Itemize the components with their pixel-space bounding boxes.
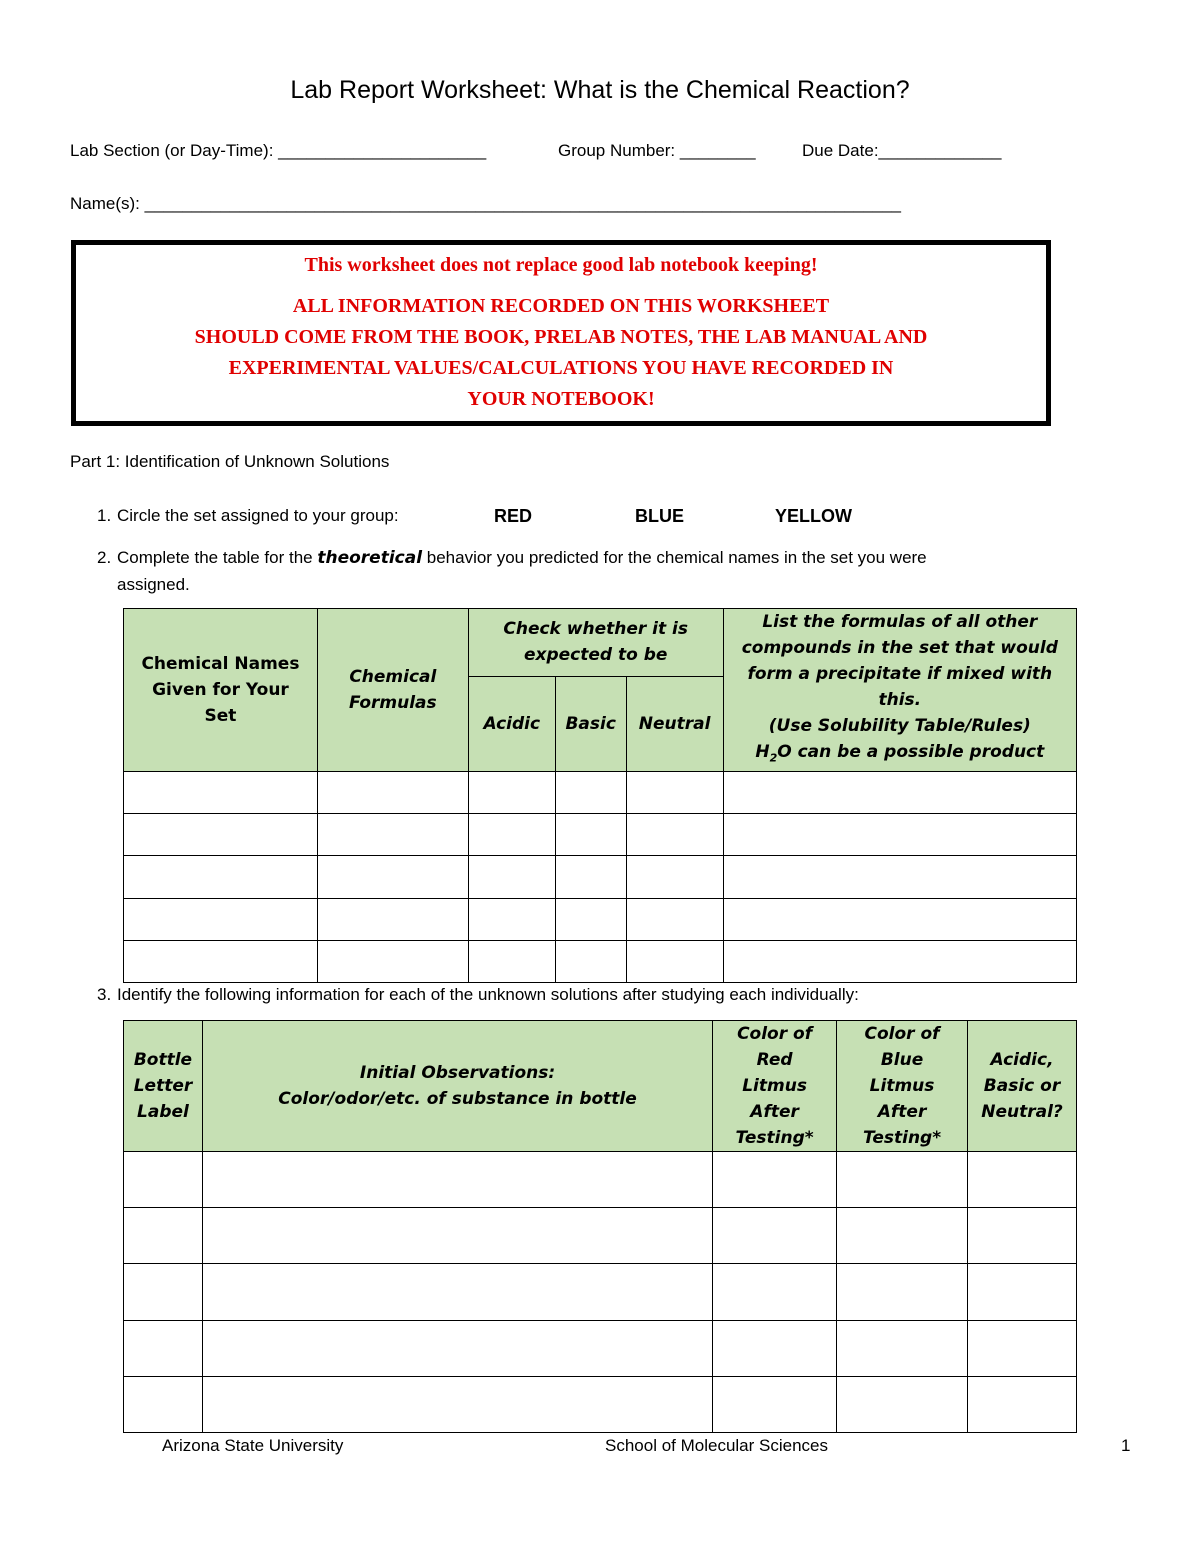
table-cell[interactable] (317, 772, 468, 814)
table-cell[interactable] (968, 1264, 1077, 1321)
table-cell[interactable] (968, 1321, 1077, 1377)
table-cell[interactable] (713, 1152, 837, 1208)
table-cell[interactable] (968, 1208, 1077, 1264)
table-cell[interactable] (555, 899, 626, 941)
table-cell[interactable] (202, 1152, 712, 1208)
col-header-precipitate-list: List the formulas of all other compounds in the set that would form a precipitate if mixed with this. (Use Solubility Table/Rules) $H_2O$ can be a possible product (723, 609, 1076, 772)
table-row (124, 1264, 1077, 1321)
table-cell[interactable] (202, 1321, 712, 1377)
table-row (124, 772, 1077, 814)
table-cell[interactable] (555, 814, 626, 856)
table-cell[interactable] (124, 1152, 203, 1208)
option-yellow[interactable]: YELLOW (775, 506, 852, 526)
notice-line-5: YOUR NOTEBOOK! (467, 388, 655, 410)
table-cell[interactable] (713, 1208, 837, 1264)
table-cell[interactable] (626, 941, 723, 983)
table-cell[interactable] (317, 856, 468, 899)
table-cell[interactable] (124, 772, 318, 814)
question-2-number: 2. (97, 548, 112, 567)
page-title: Lab Report Worksheet: What is the Chemical Reaction? (290, 76, 910, 104)
question-2-text-c: assigned. (117, 575, 190, 594)
table-cell[interactable] (626, 772, 723, 814)
table-row (124, 1377, 1077, 1433)
table-row (124, 1321, 1077, 1377)
table-row (124, 1152, 1077, 1208)
table-cell[interactable] (468, 772, 555, 814)
col-header-check-expected: Check whether it is expected to be (468, 609, 723, 677)
question-2-text-b: behavior you predicted for the chemical names in the set you were (422, 548, 927, 567)
table-cell[interactable] (626, 814, 723, 856)
footer-page-number: 1 (1121, 1436, 1131, 1455)
table-cell[interactable] (723, 899, 1076, 941)
table-cell[interactable] (713, 1321, 837, 1377)
table-cell[interactable] (713, 1264, 837, 1321)
notice-box (71, 240, 1051, 426)
table-cell[interactable] (124, 899, 318, 941)
col-header-chemical-names: Chemical Names Given for Your Set (124, 609, 318, 772)
table-cell[interactable] (723, 772, 1076, 814)
table-cell[interactable] (837, 1377, 968, 1433)
table-cell[interactable] (124, 1321, 203, 1377)
question-3-text: Identify the following information for each of the unknown solutions after studying each individually: (117, 985, 859, 1004)
table-cell[interactable] (468, 941, 555, 983)
table-cell[interactable] (837, 1152, 968, 1208)
question-1 (97, 506, 997, 530)
table-cell[interactable] (202, 1264, 712, 1321)
table-cell[interactable] (723, 856, 1076, 899)
notice-line-1: This worksheet does not replace good lab notebook keeping! (304, 254, 818, 276)
table-row (124, 941, 1077, 983)
table-cell[interactable] (968, 1152, 1077, 1208)
table-cell[interactable] (837, 1264, 968, 1321)
theoretical-behavior-table (123, 608, 1077, 983)
col-header-blue-litmus: Color of Blue Litmus After Testing* (837, 1021, 968, 1152)
col-header-red-litmus: Color of Red Litmus After Testing* (713, 1021, 837, 1152)
table-cell[interactable] (124, 1208, 203, 1264)
col-header-chemical-formulas: Chemical Formulas (317, 609, 468, 772)
table-cell[interactable] (837, 1321, 968, 1377)
due-date-field[interactable]: Due Date:_____________ (802, 141, 1002, 160)
table-cell[interactable] (837, 1208, 968, 1264)
col-header-bottle-label: Bottle Letter Label (124, 1021, 203, 1152)
table-row (124, 814, 1077, 856)
unknown-solutions-table (123, 1020, 1077, 1433)
table-cell[interactable] (124, 814, 318, 856)
question-2-text-a: Complete the table for the (117, 548, 318, 567)
table-cell[interactable] (317, 899, 468, 941)
option-blue[interactable]: BLUE (635, 506, 684, 526)
table-cell[interactable] (124, 1264, 203, 1321)
col-header-initial-observations: Initial Observations: Color/odor/etc. of substance in bottle (202, 1021, 712, 1152)
notice-line-3: SHOULD COME FROM THE BOOK, PRELAB NOTES, THE LAB MANUAL AND (194, 326, 928, 348)
question-2 (97, 548, 1077, 595)
table-cell[interactable] (723, 814, 1076, 856)
question-1-number: 1. (97, 506, 112, 525)
table-cell[interactable] (202, 1208, 712, 1264)
table-cell[interactable] (968, 1377, 1077, 1433)
table-cell[interactable] (555, 772, 626, 814)
table-row (124, 1208, 1077, 1264)
table-cell[interactable] (723, 941, 1076, 983)
table-cell[interactable] (468, 856, 555, 899)
question-3-number: 3. (97, 985, 112, 1004)
col-header-acidic: Acidic (468, 676, 555, 772)
lab-section-field[interactable]: Lab Section (or Day-Time): ______________________ (70, 141, 487, 160)
table-cell[interactable] (626, 899, 723, 941)
table-cell[interactable] (317, 814, 468, 856)
table-cell[interactable] (202, 1377, 712, 1433)
question-1-text: Circle the set assigned to your group: (117, 506, 399, 525)
question-2-emphasis: theoretical (317, 548, 423, 568)
table-cell[interactable] (124, 941, 318, 983)
part1-heading: Part 1: Identification of Unknown Solutions (70, 452, 390, 471)
table-cell[interactable] (468, 899, 555, 941)
table-cell[interactable] (124, 856, 318, 899)
col-header-basic: Basic (555, 676, 626, 772)
table-cell[interactable] (555, 941, 626, 983)
footer-school: School of Molecular Sciences (605, 1436, 829, 1455)
group-number-field[interactable]: Group Number: ________ (558, 141, 756, 160)
notice-line-4: EXPERIMENTAL VALUES/CALCULATIONS YOU HAVE RECORDED IN (228, 357, 894, 379)
col-header-acid-base: Acidic, Basic or Neutral? (968, 1021, 1077, 1152)
table-cell[interactable] (124, 1377, 203, 1433)
table-row (124, 899, 1077, 941)
table-cell[interactable] (626, 856, 723, 899)
table-cell[interactable] (713, 1377, 837, 1433)
footer-university: Arizona State University (162, 1436, 344, 1455)
notice-line-2: ALL INFORMATION RECORDED ON THIS WORKSHEET (292, 295, 830, 317)
col-header-neutral: Neutral (626, 676, 723, 772)
option-red[interactable]: RED (494, 506, 533, 526)
table-cell[interactable] (555, 856, 626, 899)
question-3 (97, 985, 1077, 1005)
table-cell[interactable] (317, 941, 468, 983)
notice-body (76, 291, 1046, 415)
table-row (124, 856, 1077, 899)
table-cell[interactable] (468, 814, 555, 856)
names-field[interactable]: Name(s): ________________________________________________________________________________ (70, 194, 901, 213)
